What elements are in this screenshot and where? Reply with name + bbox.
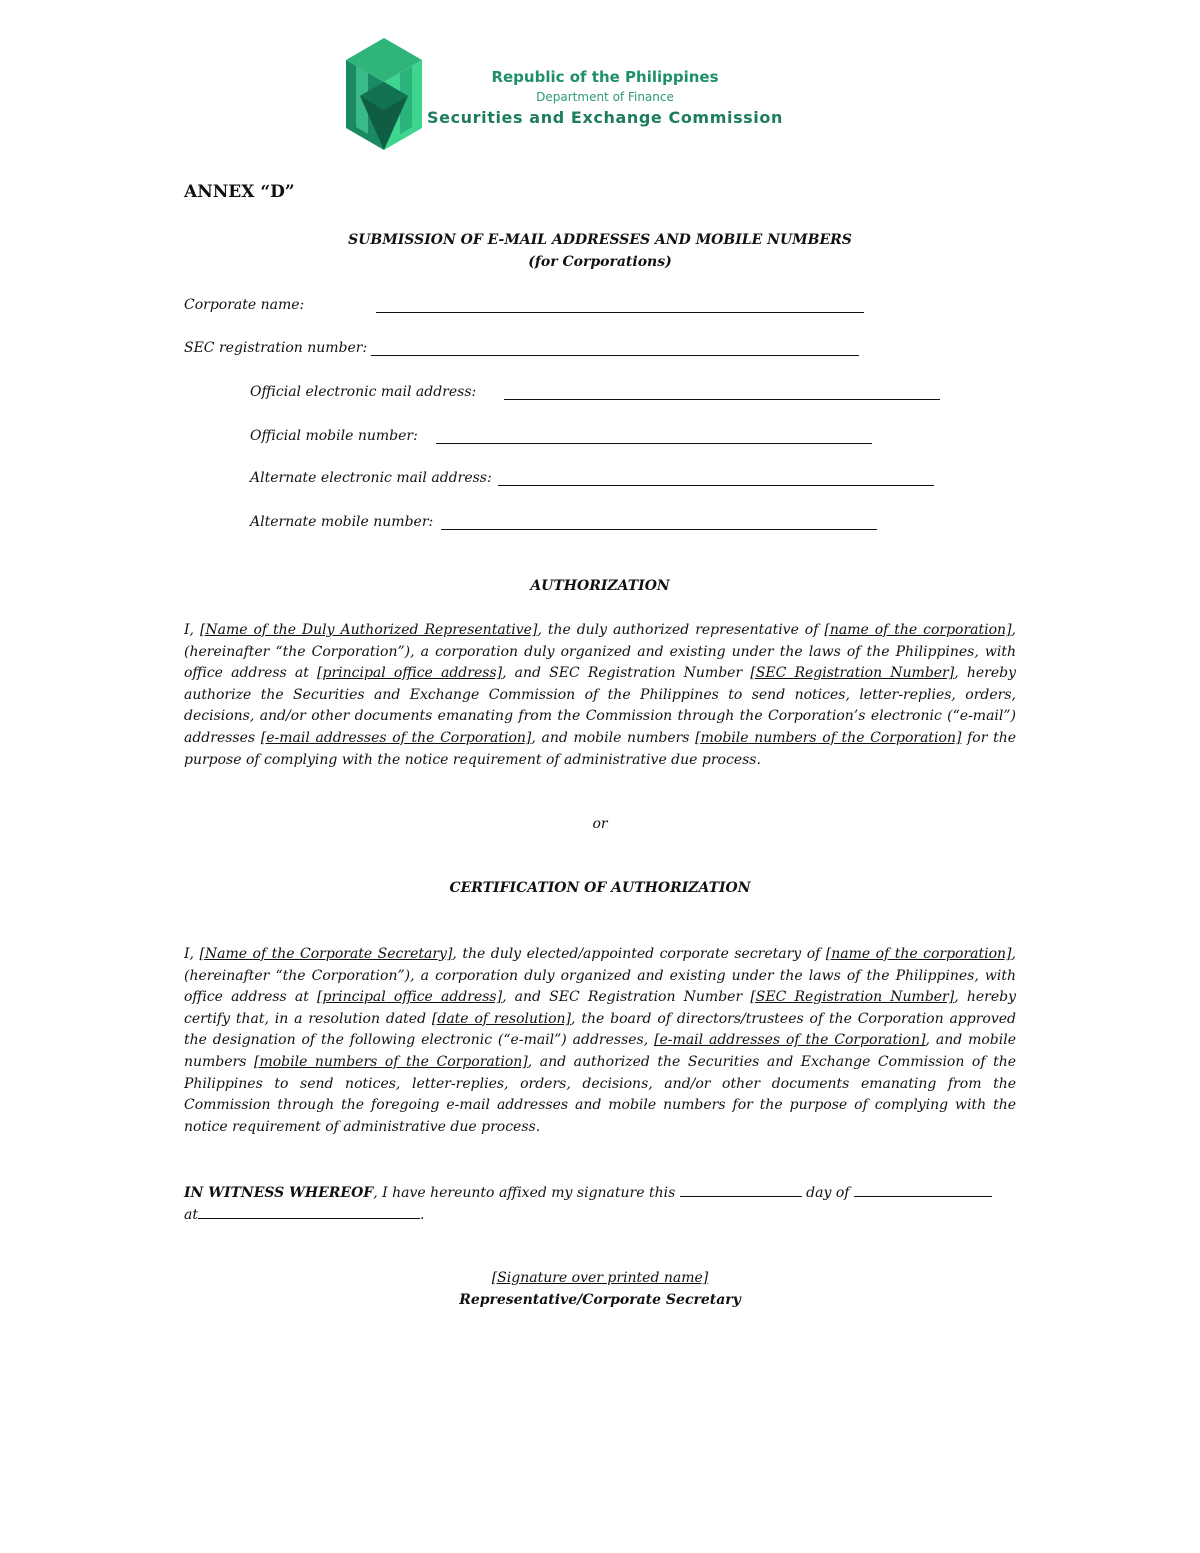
cert-placeholder-address: [principal office address]: [317, 989, 503, 1006]
sec-reg-label: SEC registration number:: [184, 340, 368, 356]
witness-end: .: [419, 1207, 425, 1223]
auth-placeholder-corp-name: [name of the corporation]: [824, 622, 1012, 638]
header-commission: Securities and Exchange Commission: [427, 108, 783, 127]
witness-lead: IN WITNESS WHEREOF: [184, 1185, 374, 1201]
authorization-paragraph: [184, 620, 1016, 771]
alternate-email-field: [250, 470, 934, 486]
cert-placeholder-sec-number: [SEC Registration Number]: [750, 989, 955, 1006]
auth-text-1: I,: [184, 622, 200, 638]
certification-paragraph: [184, 944, 1016, 1138]
witness-at-label: at: [184, 1207, 198, 1223]
cert-text-2: , the duly elected/appointed corporate secretary of: [452, 946, 826, 962]
certification-heading: CERTIFICATION OF AUTHORIZATION: [449, 880, 751, 896]
auth-text-6: , and mobile numbers: [531, 729, 696, 746]
official-mobile-blank[interactable]: [436, 429, 872, 444]
corporate-name-label: Corporate name:: [184, 297, 305, 313]
official-email-field: [250, 384, 940, 400]
auth-placeholder-address: [principal office address]: [317, 665, 503, 682]
official-email-label: Official electronic mail address:: [250, 384, 477, 400]
alternate-email-blank[interactable]: [498, 471, 934, 486]
alternate-mobile-blank[interactable]: [441, 515, 877, 530]
day-blank[interactable]: [680, 1182, 802, 1197]
auth-placeholder-sec-number: [SEC Registration Number]: [750, 665, 955, 682]
corporate-name-blank[interactable]: [376, 298, 864, 313]
form-title: SUBMISSION OF E-MAIL ADDRESSES AND MOBILE NUMBERS: [348, 232, 852, 248]
cert-text-7: , and mobile numbers: [184, 1032, 1016, 1070]
corporate-name-field: [184, 297, 864, 313]
cert-placeholder-corp-name: [name of the corporation]: [825, 946, 1012, 962]
form-subtitle: (for Corporations): [528, 254, 672, 270]
auth-text-2: , the duly authorized representative of: [537, 622, 825, 638]
or-divider: or: [592, 816, 608, 832]
sec-reg-field: [184, 340, 859, 356]
witness-clause: [184, 1182, 1016, 1226]
annex-title: ANNEX “D”: [184, 182, 295, 202]
cert-placeholder-mobiles: [mobile numbers of the Corporation]: [253, 1053, 528, 1070]
cert-placeholder-date: [date of resolution]: [431, 1010, 572, 1027]
authorization-heading: AUTHORIZATION: [530, 578, 670, 594]
signature-title: Representative/Corporate Secretary: [459, 1292, 741, 1308]
cert-text-5: , hereby certify that, in a resolution dated: [184, 989, 1016, 1027]
alternate-email-label: Alternate electronic mail address:: [250, 470, 492, 486]
auth-placeholder-emails: [e-mail addresses of the Corporation]: [260, 729, 532, 746]
cert-text-4: , and SEC Registration Number: [502, 989, 751, 1006]
witness-text-1: , I have hereunto affixed my signature this: [373, 1185, 680, 1201]
auth-text-3: , (hereinafter “the Corporation”), a corporation duly organized and existing under the laws of the Philippines, with office address at: [184, 622, 1016, 682]
header-republic: Republic of the Philippines: [491, 68, 719, 86]
header-department: Department of Finance: [536, 90, 674, 104]
cert-placeholder-emails: [e-mail addresses of the Corporation]: [654, 1032, 926, 1049]
sec-logo-icon: [346, 38, 422, 150]
auth-text-7: for the purpose of complying with the notice requirement of administrative due process.: [184, 729, 1016, 768]
cert-placeholder-secretary: [Name of the Corporate Secretary]: [199, 946, 453, 962]
place-blank[interactable]: [198, 1204, 420, 1219]
cert-text-6: , the board of directors/trustees of the Corporation approved the designation of the following electronic (“e-mail”) addresses,: [184, 1010, 1017, 1049]
auth-placeholder-representative: [Name of the Duly Authorized Representative]: [199, 622, 538, 638]
cert-text-1: I,: [184, 946, 200, 962]
month-blank[interactable]: [854, 1182, 992, 1197]
auth-text-5: , hereby authorize the Securities and Exchange Commission of the Philippines to send notices, letter-replies, orders, decisions, and/or other documents emanating from the Commission through the Corporation’s electronic (“e-mail”) addresses: [184, 665, 1016, 746]
cert-text-8: , and authorized the Securities and Exchange Commission of the Philippines to send notices, letter-replies, orders, decisions, and/or other documents emanating from the Commission through the foregoing e-mail addresses and mobile numbers for the purpose of complying with the notice requirement of administrative due process.: [184, 1053, 1016, 1135]
witness-text-2: day of: [801, 1185, 854, 1201]
cert-text-3: , (hereinafter “the Corporation”), a corporation duly organized and existing under the laws of the Philippines, with office address at: [184, 946, 1016, 1006]
auth-placeholder-mobiles: [mobile numbers of the Corporation]: [695, 729, 962, 746]
official-mobile-field: [250, 428, 872, 444]
signature-line: [Signature over printed name]: [491, 1270, 709, 1286]
alternate-mobile-label: Alternate mobile number:: [250, 514, 434, 530]
sec-reg-blank[interactable]: [371, 341, 859, 356]
official-mobile-label: Official mobile number:: [250, 428, 418, 444]
official-email-blank[interactable]: [504, 385, 940, 400]
alternate-mobile-field: [250, 514, 877, 530]
auth-text-4: , and SEC Registration Number: [502, 665, 751, 682]
